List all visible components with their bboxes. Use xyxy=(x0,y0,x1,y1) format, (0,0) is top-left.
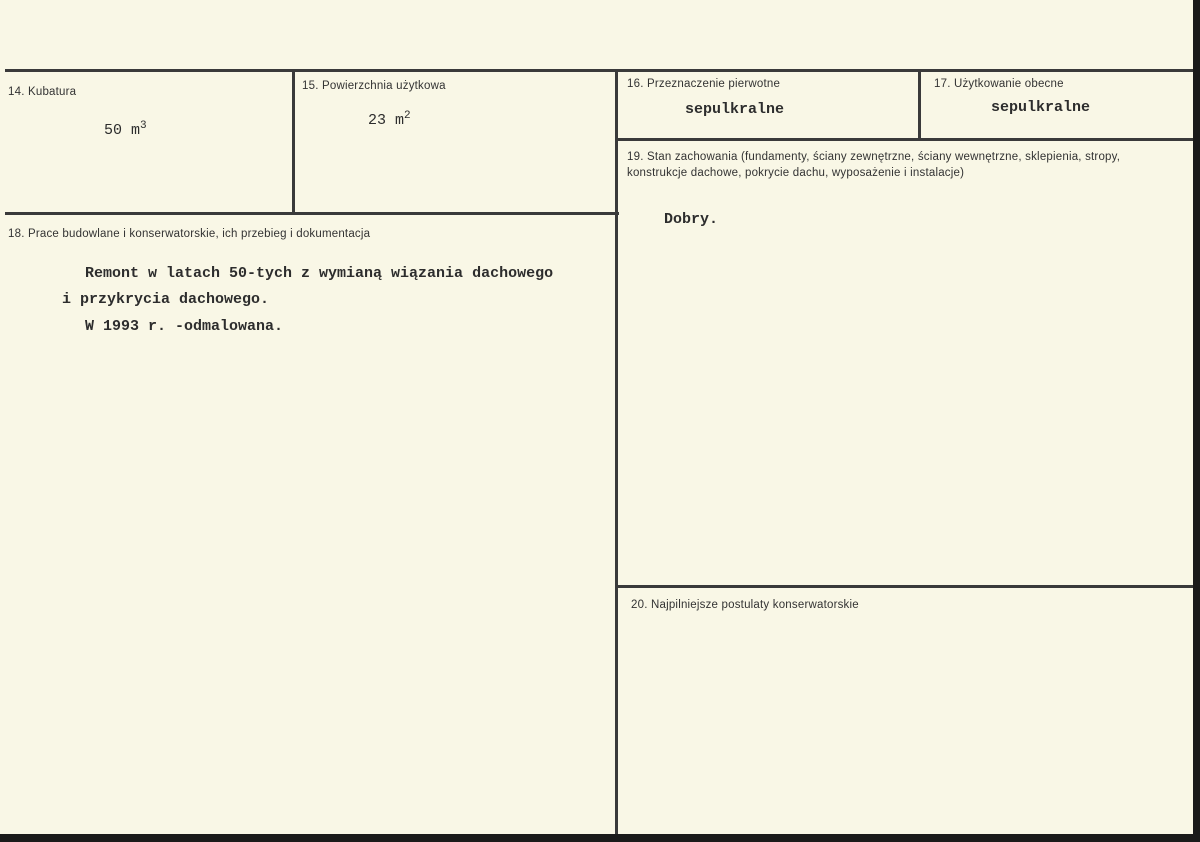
field-14-value-text: 50 m xyxy=(104,122,141,139)
field-14-value-sup: 3 xyxy=(140,120,147,132)
top-rule xyxy=(5,69,1193,72)
field-17-label: 17. Użytkowanie obecne xyxy=(934,78,1064,90)
field-18-line-3: W 1993 r. -odmalowana. xyxy=(85,318,284,335)
field-14-value xyxy=(104,120,147,139)
field-18-label: 18. Prace budowlane i konserwatorskie, ich przebieg i dokumentacja xyxy=(8,228,371,240)
divider-14-15 xyxy=(292,69,295,215)
field-15-label: 15. Powierzchnia użytkowa xyxy=(302,80,446,92)
field-15-value-text: 23 m xyxy=(368,112,405,129)
rule-14-15-bottom xyxy=(5,212,619,215)
field-15-value-sup: 2 xyxy=(404,110,411,122)
field-19-value: Dobry. xyxy=(664,211,719,228)
field-20-label: 20. Najpilniejsze postulaty konserwatorskie xyxy=(631,599,859,611)
rule-16-17-bottom xyxy=(616,138,1193,141)
field-14-label: 14. Kubatura xyxy=(8,86,77,98)
divider-16-17 xyxy=(918,69,921,141)
scan-edge-bottom xyxy=(0,834,1200,842)
field-15-value xyxy=(368,110,411,129)
divider-main xyxy=(615,69,618,834)
field-19-label: 19. Stan zachowania (fundamenty, ściany zewnętrzne, ściany wewnętrzne, sklepienia, stropy, konstrukcje dachowe, pokrycie dachu, wyposażenie i instalacje) xyxy=(627,151,1121,179)
field-17-value: sepulkralne xyxy=(991,99,1091,116)
rule-19-bottom xyxy=(616,585,1193,588)
scan-edge-right xyxy=(1193,0,1200,842)
field-18-line-2: i przykrycia dachowego. xyxy=(62,291,270,308)
field-18-line-1: Remont w latach 50-tych z wymianą wiązania dachowego xyxy=(85,265,554,282)
field-16-value: sepulkralne xyxy=(685,101,785,118)
field-16-label: 16. Przeznaczenie pierwotne xyxy=(627,78,781,90)
